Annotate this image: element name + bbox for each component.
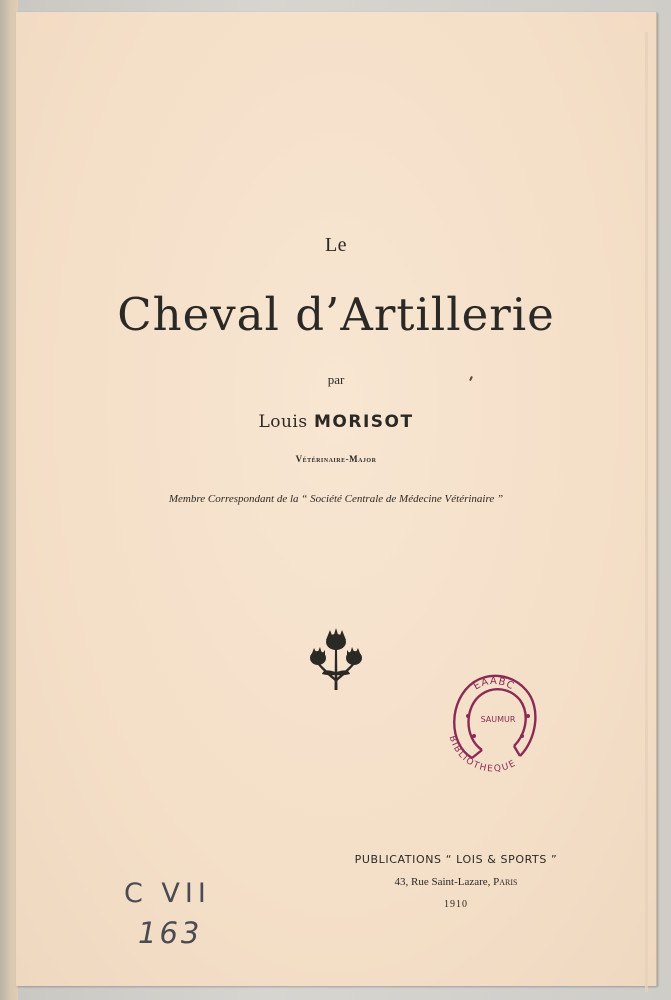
shelfmark-line-1: C VII (124, 878, 211, 909)
stamp-ring-text: BIBLIOTHEQUE (446, 734, 519, 775)
author-membership: Membre Correspondant de la “ Société Centrale de Médecine Vétérinaire ” (168, 493, 504, 505)
stamp-center-text: SAUMUR (480, 715, 516, 724)
publisher-city: Paris (493, 876, 518, 888)
publication-year: 1910 (444, 899, 468, 910)
thistle-ornament-icon (308, 628, 364, 692)
title-article: Le (324, 234, 348, 256)
book-title: Cheval d’Artillerie (117, 288, 555, 341)
by-line: par (327, 372, 345, 387)
shelfmark-line-2: 163 (138, 916, 203, 950)
author-rank: Vétérinaire-Major (295, 454, 377, 464)
stamp-top-text: EAABC (471, 675, 517, 693)
library-stamp (434, 660, 554, 780)
author-last-name: MORISOT (313, 412, 414, 432)
page-edge (645, 32, 648, 992)
author-first-name: Louis (258, 412, 308, 432)
publisher-address-line (326, 876, 586, 888)
publisher-address: 43, Rue Saint-Lazare, (394, 876, 491, 888)
author-name (16, 412, 656, 432)
publisher-name: PUBLICATIONS “ LOIS & SPORTS ” (354, 853, 558, 866)
svg-text:BIBLIOTHEQUE (447, 734, 519, 774)
title-page (16, 12, 657, 986)
